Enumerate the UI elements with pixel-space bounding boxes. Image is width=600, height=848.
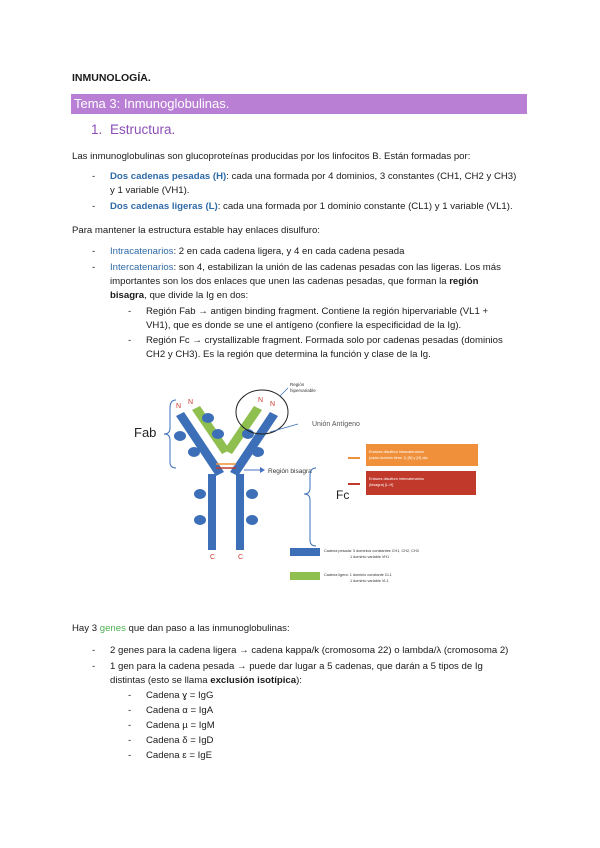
term-intrachain: Intracatenarios [110,246,174,257]
ig-class-item: Cadena ɛ = IgE [146,750,213,761]
list-item-intrachain [110,245,404,259]
sub-item-fab-cont: VH1), que es donde se une el antígeno (confiere la especificidad de la Ig). [146,320,462,331]
sub-bullet-dash: - [128,690,132,701]
hypervariable-pointer [280,388,288,396]
sub-bullet-dash: - [128,750,132,761]
intrachain-text: : 2 en cada cadena ligera, y 4 en cada cadena pesada [173,246,405,257]
interchain-text-line2: importantes son los dos enlaces que unen las cadenas pesadas, que forman la [110,276,450,287]
genes-intro-post: que dan paso a las inmunoglobulinas: [125,623,290,634]
term-light-chains: Dos cadenas ligeras (L) [110,201,218,212]
heavy-chains-text: : cada una formada por 4 dominios, 3 constantes (CH1, CH2 y CH3) [226,171,517,182]
bullet-dash: - [92,201,96,212]
genes-intro-pre: Hay 3 [72,623,100,634]
intro-paragraph: Las inmunoglobulinas son glucoproteínas producidas por los linfocitos B. Están formadas por: [72,151,471,162]
section-number: 1. [91,122,103,137]
legend-light-text: 1 dominio variable VL1 [350,579,389,583]
document-title: INMUNOLOGÍA. [72,72,151,84]
legend-heavy-text: Cadena pesada: 3 dominios constantes CH1, CH2, CH3 [324,549,419,553]
n-terminal-label: N [188,399,194,406]
legend-light-text: Cadena ligera: 1 dominio constante CL1 [324,573,392,577]
fab-label: Fab [134,425,157,440]
disulfide-intro: Para mantener la estructura estable hay enlaces disulfuro: [72,225,320,236]
heavy-chain-left-stem [208,474,216,550]
section-title: Estructura. [110,122,176,137]
list-item-heavy-chains [110,170,530,184]
antibody-diagram [120,376,500,586]
legend-light-swatch [290,572,320,580]
term-heavy-chains: Dos cadenas pesadas (H) [110,171,227,182]
term-interchain: Intercatenarios [110,262,174,273]
interchain-text-cont [110,275,479,289]
antibody-svg [120,376,500,586]
genes-item-heavy: 1 gen para la cadena pesada → puede dar lugar a 5 cadenas, que darán a 5 tipos de Ig [110,661,483,672]
n-terminal-label: N [176,403,182,410]
genes-heavy-line2: distintas (esto se llama [110,675,211,686]
bullet-dash: - [92,262,96,273]
hypervariable-label: Región [290,382,305,387]
ig-class-item: Cadena ɣ = IgG [146,690,214,701]
heavy-chains [176,412,278,550]
legend-red-text: Enlaces disulfuro intercatenarios [369,477,424,481]
sub-item-fc: Región Fc → crystallizable fragment. Formada solo por cadenas pesadas (dominios [146,335,503,346]
n-terminal-label: N [270,401,276,408]
ig-class-item: Cadena α = IgA [146,705,214,716]
fab-bracket [164,400,176,468]
sub-bullet-dash: - [128,335,132,346]
hinge-arrowhead [260,467,265,473]
heavy-chain-right-stem [236,474,244,550]
bullet-dash: - [92,246,96,257]
genes-heavy-line2-end: ): [296,675,302,686]
hinge-term-part2: bisagra [110,290,145,301]
c-terminal-label: C [210,554,216,561]
sub-bullet-dash: - [128,735,132,746]
list-item-interchain [110,261,535,275]
sub-bullet-dash: - [128,720,132,731]
fc-label: Fc [336,488,350,502]
genes-intro [72,622,290,636]
c-terminal-label: C [238,554,244,561]
interchain-text: : son 4, estabilizan la unión de las cadenas pesadas con las ligeras. Los más [173,262,501,273]
topic-banner: Tema 3: Inmunoglobulinas. [71,94,527,114]
legend-orange-box [366,444,478,466]
ig-class-item: Cadena δ = IgD [146,735,214,746]
legend-heavy-swatch [290,548,320,556]
isotypic-exclusion-term: exclusión isotípica [210,675,297,686]
light-chains-text: : cada una formada por 1 dominio constante (CL1) y 1 variable (VL1). [217,201,513,212]
antigen-label: Unión Antígeno [312,421,360,428]
n-terminal-label: N [258,397,264,404]
sub-item-fc-cont: CH2 y CH3). Es la región que determina la función y clase de la Ig. [146,349,431,360]
list-item-light-chains [110,200,530,214]
hinge-label: Región bisagra [268,468,312,475]
genes-item-heavy-cont [110,674,302,688]
bullet-dash: - [92,645,96,656]
interchain-text-cont2 [110,289,248,303]
legend-heavy-text: 1 dominio variable VH1 [350,555,390,559]
legend-orange-text: (cada dominio tiene 1) [N] y [H] ala [369,456,428,460]
ig-class-item: Cadena µ = IgM [146,720,215,731]
legend-orange-text: Enlaces disulfuro intracatenarios [369,450,424,454]
genes-item-light: 2 genes para la cadena ligera → cadena kappa/k (cromosoma 22) o lambda/λ (cromosoma 2) [110,645,509,656]
bullet-dash: - [92,171,96,182]
legend-red-text: (bisagra) [L-H] [369,483,394,487]
sub-item-fab: Región Fab → antigen binding fragment. Contiene la región hipervariable (VL1 + [146,306,489,317]
sub-bullet-dash: - [128,705,132,716]
hinge-term-part1: región [449,276,479,287]
sub-bullet-dash: - [128,306,132,317]
section-heading [91,122,175,137]
hypervariable-label: hipervariable [290,388,316,393]
genes-term: genes [99,623,126,634]
interchain-text-line3: , que divide la Ig en dos: [144,290,249,301]
heavy-chains-text-cont: y 1 variable (VH1). [110,185,190,196]
bullet-dash: - [92,661,96,672]
antigen-pointer [270,424,298,432]
fc-bracket [304,468,316,546]
